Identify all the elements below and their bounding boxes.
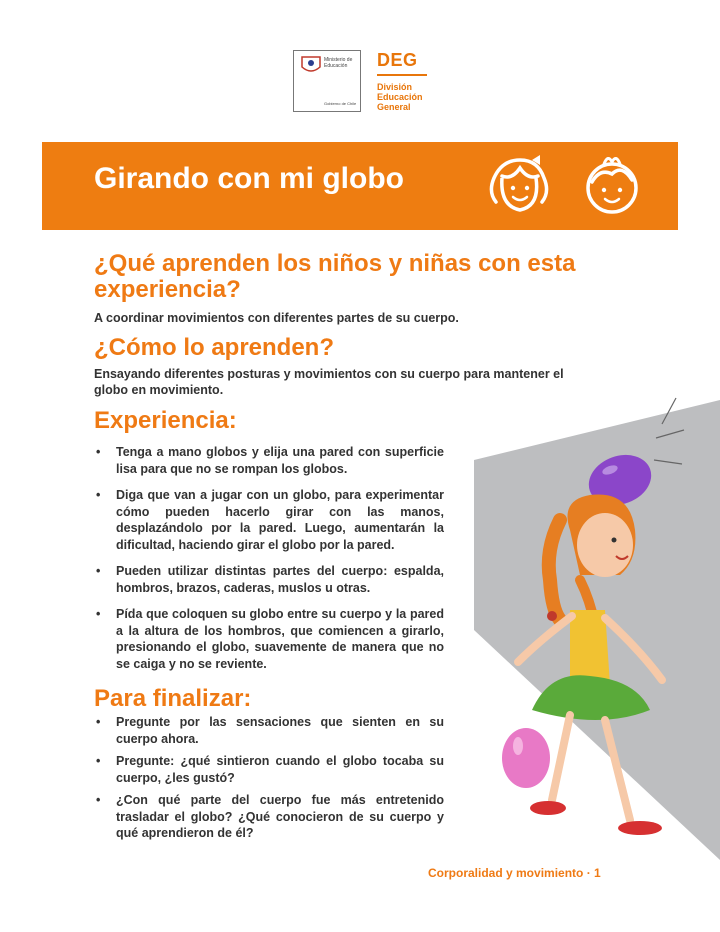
- girl-face-icon: [484, 152, 554, 218]
- list-item: • Pída que coloquen su globo entre su cuerpo y la pared a la altura de los hombros, que comiencen a girarlo, presionando el globo, suavemente de manera que no se caiga y no se reviente.: [94, 606, 444, 672]
- finish-list: [94, 714, 444, 852]
- ministry-text: Ministerio de Educación: [324, 57, 353, 69]
- learn-text: A coordinar movimientos con diferentes partes de su cuerpo.: [94, 311, 459, 325]
- deg-subtitle-line: General: [377, 102, 411, 112]
- list-item: • Pregunte: ¿qué sintieron cuando el globo tocaba su cuerpo, ¿les gustó?: [94, 753, 444, 786]
- list-item: • ¿Con qué parte del cuerpo fue más entretenido trasladar el globo? ¿Qué conocieron de su cuerpo y qué aprendieron de él?: [94, 792, 444, 842]
- deg-title: DEG: [377, 50, 418, 70]
- experience-list: [94, 444, 444, 682]
- list-item: • Pregunte por las sensaciones que sienten en su cuerpo ahora.: [94, 714, 444, 747]
- gov-text: Gobierno de Chile: [324, 101, 357, 106]
- girl-with-balloon-illustration: [440, 380, 720, 860]
- how-text: Ensayando diferentes posturas y movimientos con su cuerpo para mantener el globo en movimiento.: [94, 367, 564, 397]
- list-item: • Pueden utilizar distintas partes del cuerpo: espalda, hombros, brazos, caderas, muslos u otras.: [94, 563, 444, 596]
- title-banner: [42, 142, 678, 230]
- ministry-logo: [293, 50, 361, 112]
- experience-heading: Experiencia:: [94, 407, 237, 434]
- deg-subtitle: [377, 82, 447, 112]
- deg-subtitle-line: Educación: [377, 92, 423, 102]
- finish-heading: Para finalizar:: [94, 685, 252, 712]
- pink-balloon: [502, 728, 550, 788]
- deg-underline: [377, 74, 427, 76]
- ministry-seal-icon: [300, 55, 322, 75]
- header-logos: [293, 50, 443, 112]
- deg-subtitle-line: División: [377, 82, 413, 92]
- learn-heading: ¿Qué aprenden los niños y niñas con esta experiencia?: [94, 250, 576, 303]
- list-item: • Tenga a mano globos y elija una pared con superficie lisa para que no se rompan los globos.: [94, 444, 444, 477]
- page-title: Girando con mi globo: [94, 162, 404, 195]
- boy-face-icon: [582, 150, 642, 218]
- list-item: • Diga que van a jugar con un globo, para experimentar cómo pueden hacerlo girar con las manos, desplazándolo por la pared. Luego, aumentarán la dificultad, haciendo girar el globo por la pared.: [94, 487, 444, 553]
- how-heading: ¿Cómo lo aprenden?: [94, 334, 334, 361]
- page-footer: Corporalidad y movimiento · 1: [428, 866, 601, 880]
